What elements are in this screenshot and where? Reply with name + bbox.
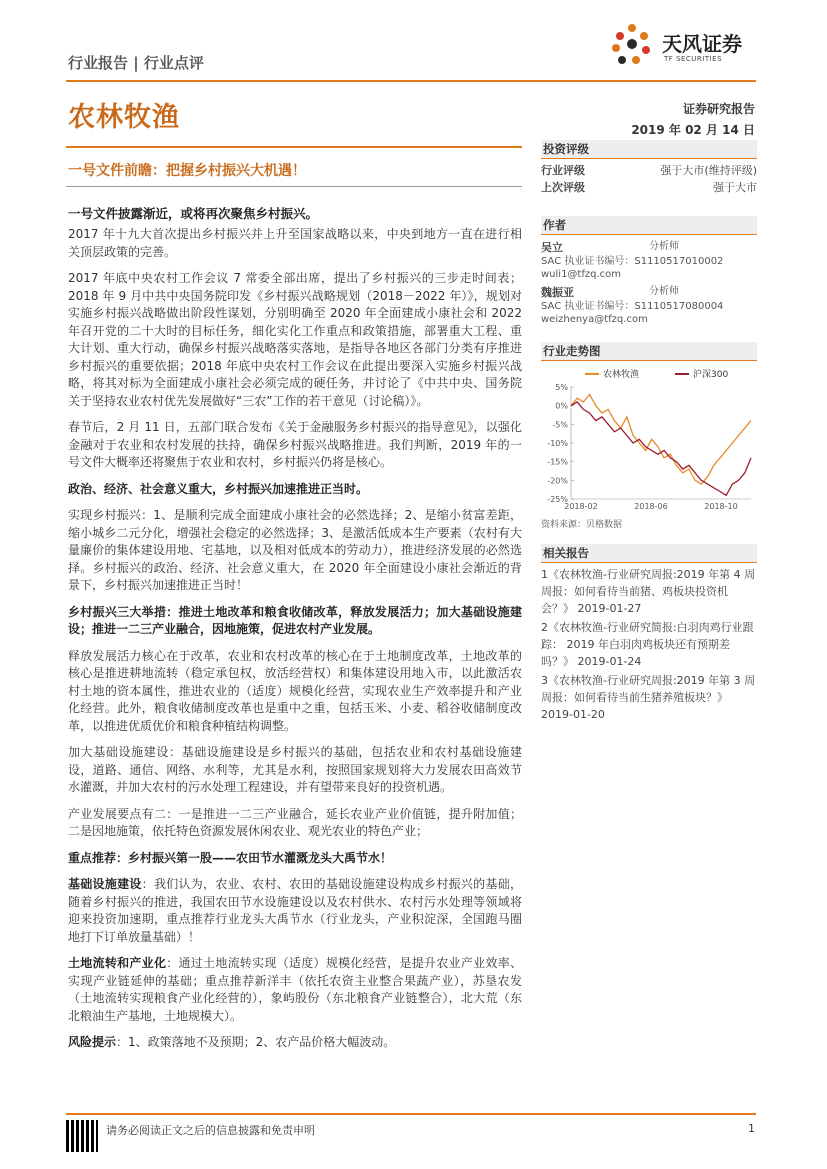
series-line xyxy=(571,395,751,485)
body-paragraph: 2017 年底中央农村工作会议 7 常委全部出席，提出了乡村振兴的三步走时间表；2018 年 9 月中共中央国务院印发《乡村振兴战略规划（2018－2022 年）》，规划对实施乡村振兴战略做出阶段性谋划，分别明确至 2020 年全面建成小康社会和 2022 年召开党的二十大时的目标任务，细化实化工作重点和政策措施，部署重大工程、重大计划、重大行动，确保乡村振兴战略落实落地，是指导各地区各部门分类有序推进乡村振兴的重要依据；2018 年底中央农村工作会议在此提出要深入实施乡村振兴战略，将其对标为全面建成小康社会必须完成的硬任务，并讨论了《中共中央、国务院关于坚持农业农村优先发展做好“三农”工作的若干意见（讨论稿）》。 xyxy=(68,271,522,408)
x-tick-label: 2018-10 xyxy=(704,502,738,511)
body-heading: 乡村振兴三大举措：推进土地改革和粮食收储改革，释放发展活力；加大基础设施建设；推进一二三产业融合，因地施策，促进农村产业发展。 xyxy=(68,604,522,636)
related-report[interactable]: 3《农林牧渔-行业研究周报:2019 年第 3 周周报：如何看待当前生猪养殖板块？》 2019-01-20 xyxy=(541,674,756,721)
sidebar-rule xyxy=(541,234,757,235)
header-rule xyxy=(66,80,756,82)
x-tick-label: 2018-06 xyxy=(634,502,668,511)
body-paragraph: 加大基础设施建设：基础设施建设是乡村振兴的基础，包括农业和农村基础设施建设，道路、通信、网络、水利等，尤其是水利，按照国家规划将大力发展农田高效节水灌溉，并加大农村的污水处理工程建设，并有望带来良好的投资机遇。 xyxy=(68,745,522,794)
industry-rating-value: 强于大市(维持评级) xyxy=(660,164,757,177)
prev-rating-label: 上次评级 xyxy=(541,181,585,194)
logo-dots-icon xyxy=(610,22,654,68)
sidebar-rule xyxy=(541,360,757,361)
author-cert: SAC 执业证书编号：S1110517080004 xyxy=(541,301,724,312)
main-body xyxy=(68,226,522,1052)
body-paragraph: 实现乡村振兴：1、是顺利完成全面建成小康社会的必然选择；2、是缩小贫富差距，缩小城乡二元分化，增强社会稳定的必然选择；3、是激活低成本生产要素（农村有大量廉价的集体建设用地、宅基地，以及相对低成本的劳动力），推进经济发展的必然选择。乡村振兴的政治、经济、社会意义重大，在 2020 年全面建设小康社会渐近的背景下，乡村振兴加速推进正当时！ xyxy=(68,508,522,592)
sector-title: 农林牧渔 xyxy=(68,102,180,133)
legend-label: 农林牧渔 xyxy=(603,370,640,380)
author-block xyxy=(541,284,757,326)
footer-disclaimer[interactable]: 请务必阅读正文之后的信息披露和免责申明 xyxy=(106,1124,315,1137)
legend-label: 沪深300 xyxy=(693,370,729,380)
body-paragraph xyxy=(68,1034,522,1052)
prev-rating-value: 强于大市 xyxy=(713,181,757,194)
footer-rule xyxy=(66,1113,756,1115)
author-role: 分析师 xyxy=(649,286,679,297)
report-type: 证券研究报告 xyxy=(682,102,755,116)
sidebar xyxy=(541,140,757,723)
lead-label: 风险提示 xyxy=(68,1035,117,1049)
report-category: 行业报告 | 行业点评 xyxy=(68,54,204,72)
body-heading: 政治、经济、社会意义重大，乡村振兴加速推进正当时。 xyxy=(68,481,369,496)
prev-rating-row xyxy=(541,179,757,196)
y-tick-label: -20% xyxy=(547,476,568,486)
x-tick-label: 2018-02 xyxy=(564,502,598,511)
lead-text: ：通过土地流转实现（适度）规模化经营，是提升农业产业效率、实现产业链延伸的基础；重点推荐新洋丰（依托农资主业整合果蔬产业），苏垦农发（土地流转实现粮食产业化经营的），象屿股份（东北粮食产业链整合），北大荒（东北粮油生产基地，土地规模大）。 xyxy=(68,956,522,1023)
content-rule-top xyxy=(66,146,522,148)
trend-chart xyxy=(541,365,757,513)
y-tick-label: -25% xyxy=(547,495,568,504)
headline: 一号文件前瞻：把握乡村振兴大机遇！ xyxy=(68,163,306,179)
body-paragraph: 产业发展要点有二：一是推进一二三产业融合，延长农业产业价值链，提升附加值；二是因地施策，依托特色资源发展休闲农业、观光农业的特色产业； xyxy=(68,806,522,838)
author-email[interactable]: wuli1@tfzq.com xyxy=(541,269,622,280)
lead-text: ：我们认为，农业、农村、农田的基础设施建设构成乡村振兴的基础，随着乡村振兴的推进，我国农田节水设施建设以及农村供水、农村污水处理等领域将迎来投资加速期，重点推荐行业龙头大禹节水（行业龙头，产业积淀深，全国跑马圈地打下订单放量基础）！ xyxy=(68,877,522,944)
author-cert: SAC 执业证书编号：S1110517010002 xyxy=(541,256,724,267)
author-name: 魏振亚 xyxy=(541,286,574,299)
y-tick-label: -15% xyxy=(547,457,568,467)
y-tick-label: -5% xyxy=(552,420,568,430)
summary: 一号文件披露渐近，或将再次聚焦乡村振兴。 xyxy=(68,206,319,221)
series-line xyxy=(571,402,751,495)
y-tick-label: 5% xyxy=(555,383,568,392)
sidebar-rule xyxy=(541,158,757,159)
related-title: 相关报告 xyxy=(541,544,757,562)
y-tick-label: 0% xyxy=(555,401,568,411)
lead-label: 基础设施建设 xyxy=(68,877,142,891)
author-header xyxy=(541,284,757,300)
sidebar-rule xyxy=(541,562,757,563)
author-header xyxy=(541,239,757,255)
body-heading: 重点推荐：乡村振兴第一股——农田节水灌溉龙头大禹节水！ xyxy=(68,850,393,865)
author-block xyxy=(541,239,757,281)
author-role: 分析师 xyxy=(649,241,679,252)
authors-title: 作者 xyxy=(541,216,757,234)
industry-rating-label: 行业评级 xyxy=(541,164,585,177)
report-date: 2019 年 02 月 14 日 xyxy=(631,123,755,137)
logo-text-cn: 天风证券 xyxy=(662,32,742,56)
body-paragraph: 2017 年十九大首次提出乡村振兴并上升至国家战略以来，中央到地方一直在进行相关顶层政策的完善。 xyxy=(68,227,522,259)
lead-label: 土地流转和产业化 xyxy=(68,956,167,970)
trend-title: 行业走势图 xyxy=(541,342,757,360)
rating-title: 投资评级 xyxy=(541,140,757,158)
author-email[interactable]: weizhenya@tfzq.com xyxy=(541,314,648,325)
chart-source: 资料来源：贝格数据 xyxy=(541,520,623,530)
company-logo xyxy=(610,22,760,72)
logo-text-en: TF SECURITIES xyxy=(664,55,723,63)
body-paragraph: 释放发展活力核心在于改革，农业和农村改革的核心在于土地制度改革，土地改革的核心是推进耕地流转（稳定承包权，放活经营权）和集体建设用地入市，以此激活农村土地的资本属性，推进农业的（适度）规模化经营，实现农业生产效率提升和产业化经营。此外，粮食收储制度改革也是重中之重，包括玉米、小麦、稻谷收储制度改革，以推进优质优价和粮食种植结构调整。 xyxy=(68,648,522,733)
industry-rating-row xyxy=(541,162,757,179)
related-report[interactable]: 1《农林牧渔-行业研究周报:2019 年第 4 周周报：如何看待当前猪、鸡板块投资机会？》 2019-01-27 xyxy=(541,568,756,615)
y-tick-label: -10% xyxy=(547,439,568,448)
lead-text: ：1、政策落地不及预期；2、农产品价格大幅波动。 xyxy=(116,1035,396,1049)
page-number: 1 xyxy=(748,1122,755,1135)
body-paragraph: 春节后，2 月 11 日，五部门联合发布《关于金融服务乡村振兴的指导意见》，以强化金融对于农业和农村发展的扶持，确保乡村振兴战略推进。我们判断，2019 年的一号文件大概率还将聚焦于农业和农村，乡村振兴仍将是核心。 xyxy=(68,420,522,469)
content-rule-bottom xyxy=(66,186,522,187)
qr-code-icon xyxy=(66,1120,98,1152)
body-paragraph xyxy=(68,876,522,946)
related-report[interactable]: 2《农林牧渔-行业研究简报:白羽肉鸡行业跟踪： 2019 年白羽肉鸡板块还有预期差吗？》 2019-01-24 xyxy=(541,621,754,668)
author-name: 吴立 xyxy=(541,241,563,254)
body-paragraph xyxy=(68,955,522,1025)
